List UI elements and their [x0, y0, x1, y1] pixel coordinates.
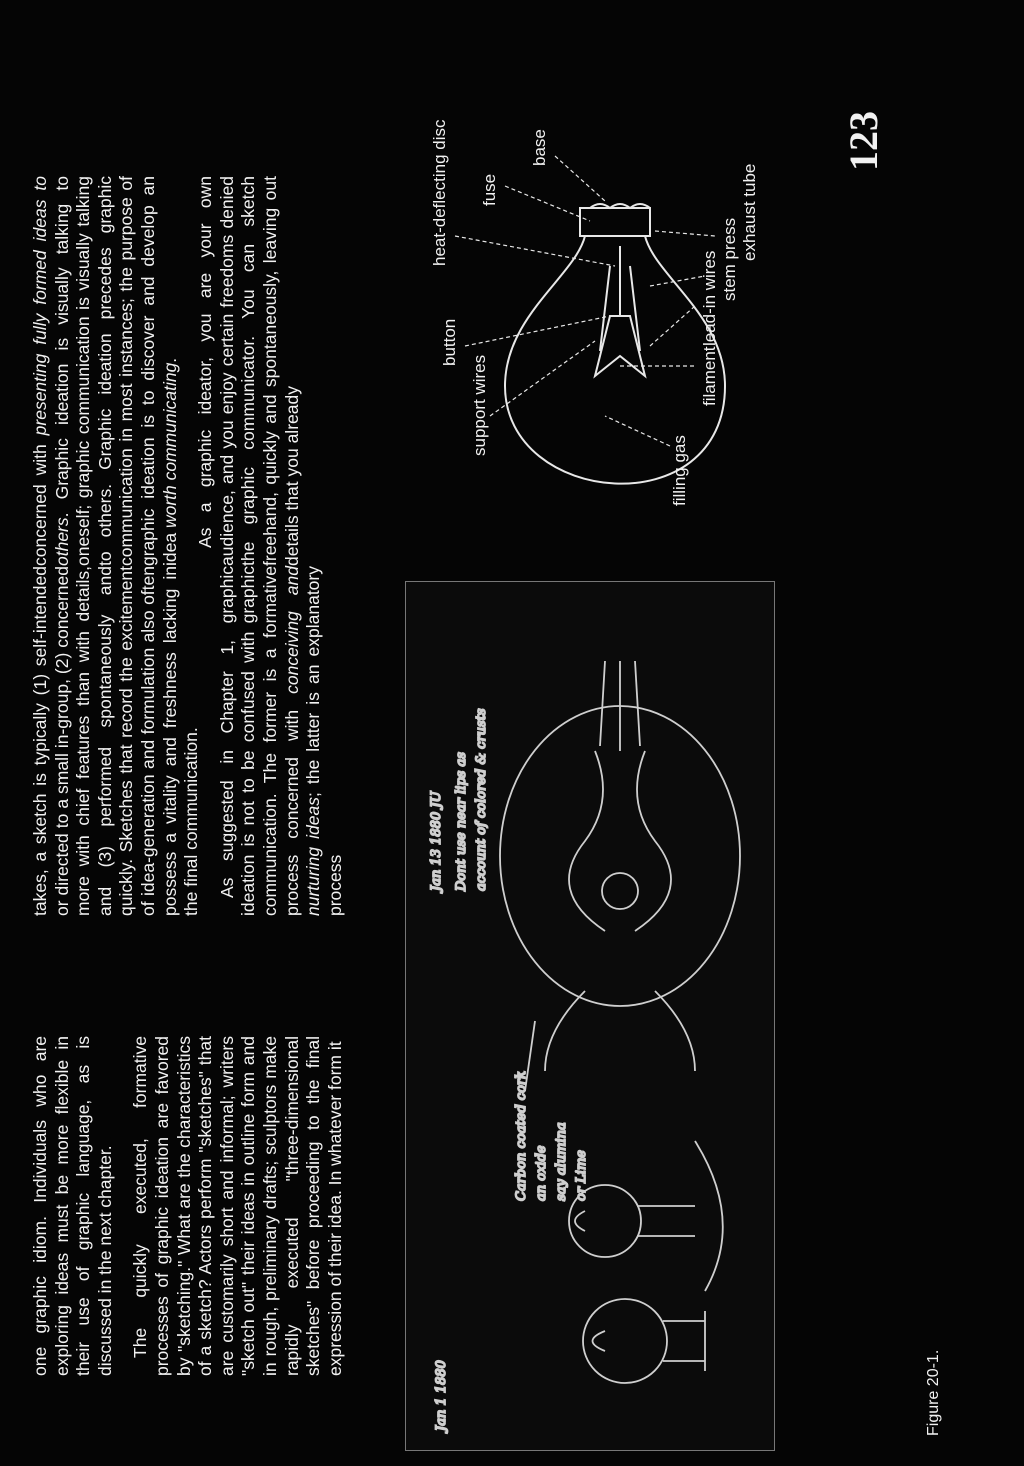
sketch-note: account of colored & crusts [474, 708, 489, 891]
label-exhaust-tube: exhaust tube [740, 163, 759, 261]
sketch-note: say alumina [554, 1122, 569, 1201]
sketch-note: or Lime [574, 1150, 589, 1201]
label-lead-in-wires: lead-in wires [700, 250, 719, 346]
text-column-3 [30, 176, 303, 566]
label-button: button [440, 318, 459, 366]
paragraph: The quickly executed, formative processes of graphic ideation are favored by "sketching." What are the characteristics of a sketch? Actors perform "sketches" that are customarily short and informal; writers "sketch out" their ideas in outline form and in rough, preliminary drafts; sculptors make rapidly executed "three-dimensional sketches" before proceeding to the final expression of their idea. In whatever form it [130, 1036, 345, 1376]
edison-sketch-illustration [405, 581, 775, 1451]
paragraph: As a graphic ideator, you are your own audience, and you enjoy certain freedoms denied the graphic communicator. You can sketch freehand, quickly and spontaneously, leaving out details that you already [195, 176, 302, 566]
sketch-date-right: Jan 13 1880 JU [429, 791, 444, 891]
text-run: concerned with [30, 435, 50, 566]
text-run: ; the latter is an explanatory process [303, 566, 345, 916]
paragraph [217, 566, 347, 916]
figure-caption: Figure 20-1. [925, 1349, 942, 1436]
label-support-wires: support wires [470, 354, 489, 456]
text-run: . Graphic ideation is visually talking to oneself; graphic communication is visually talking to others. Graphic ideation precedes graphic communication in most instances; the purpose of graphic ideation is to discover and develop an idea [51, 176, 180, 566]
sketch-note: Carbon coated cork [514, 1071, 529, 1201]
paragraph: takes, a sketch is typically (1) self-intended or directed to a small in-group, (2) concerned more with chief features than with details, and (3) performed spontaneously and quickly. Sketches that record the excitement of idea-generation and formulation also often possess a vitality and freshness lacking in the final communication. [30, 566, 202, 916]
label-stem-press: stem press [720, 217, 739, 301]
paragraph: one graphic idiom. Individuals who are exploring ideas must be more flexible in their use of graphic language, as is discussed in the next chapter. [30, 1036, 115, 1376]
text-run: . [159, 357, 180, 363]
emphasis-text: conceiving and nurturing ideas [281, 566, 324, 916]
text-run: As suggested in Chapter 1, graphic ideation is not to be confused with graphic communication. The former is a formative process concerned with [216, 566, 302, 916]
emphasis-text: worth communicating [159, 362, 180, 529]
label-heat-deflecting-disc: heat-deflecting disc [430, 119, 449, 266]
label-base: base [530, 129, 549, 166]
page-number: 123 [841, 111, 886, 171]
sketch-date-left: Jan 1 1880 [434, 1360, 449, 1431]
label-fuse: fuse [480, 173, 499, 206]
emphasis-text: presenting fully formed ideas to others [30, 176, 72, 566]
sketch-note: an oxide [534, 1145, 549, 1201]
sketch-note: Dont use near lips as [454, 752, 469, 891]
bulb-outline [505, 204, 725, 484]
lightbulb-diagram [395, 86, 795, 566]
label-filament: filament [700, 346, 719, 406]
label-filling-gas: filling gas [670, 435, 689, 506]
text-column-2 [30, 566, 346, 916]
text-column-1 [30, 1036, 346, 1376]
paragraph [30, 176, 181, 566]
